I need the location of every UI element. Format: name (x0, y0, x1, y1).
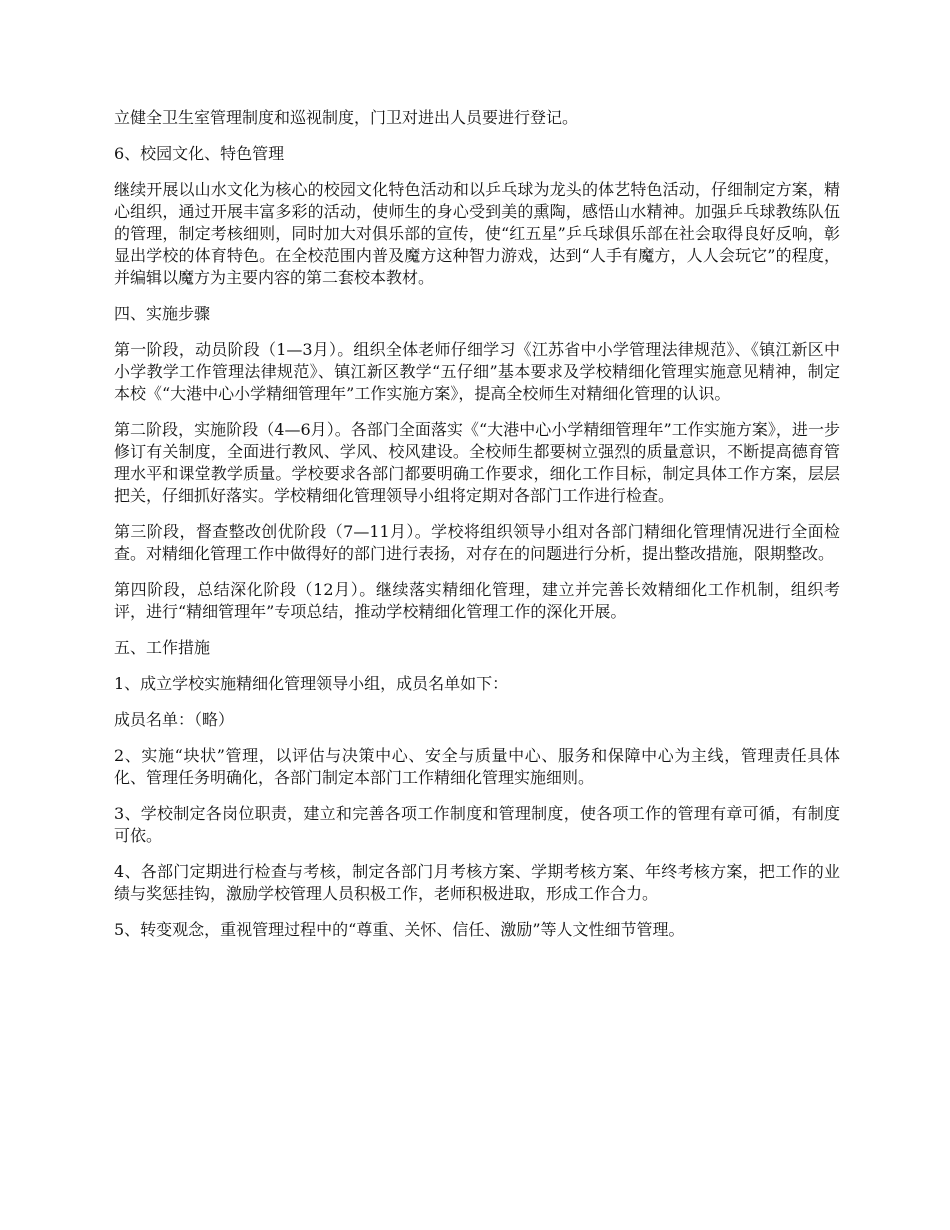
paragraph-stage-two: 第二阶段，实施阶段（4—6月）。各部门全面落实《“大港中心小学精细管理年”工作实施方案》，进一步修订有关制度，全面进行教风、学风、校风建设。全校师生都要树立强烈的质量意识，不断提高德育管理水平和课堂教学质量。学校要求各部门都要明确工作要求，细化工作目标，制定具体工作方案，层层把关，仔细抓好落实。学校精细化管理领导小组将定期对各部门工作进行检查。 (114, 420, 840, 505)
heading-work-measures: 五、工作措施 (114, 638, 211, 657)
paragraph-measure-two: 2、实施“块状”管理，以评估与决策中心、安全与质量中心、服务和保障中心为主线，管理责任具体化、管理任务明确化，各部门制定本部门工作精细化管理实施细则。 (114, 746, 840, 787)
paragraph-hygiene-registration: 立健全卫生室管理制度和巡视制度，门卫对进出人员要进行登记。 (114, 108, 579, 127)
paragraph-measure-one: 1、成立学校实施精细化管理领导小组，成员名单如下： (114, 674, 509, 693)
paragraph-member-list: 成员名单：（略） (114, 710, 235, 729)
paragraph-measure-three: 3、学校制定各岗位职责，建立和完善各项工作制度和管理制度，使各项工作的管理有章可循，有制度可依。 (114, 804, 840, 845)
paragraph-stage-four: 第四阶段，总结深化阶段（12月）。继续落实精细化管理，建立并完善长效精细化工作机制，组织考评，进行“精细管理年”专项总结，推动学校精细化管理工作的深化开展。 (114, 580, 840, 621)
heading-implementation-steps: 四、实施步骤 (114, 304, 211, 323)
paragraph-stage-one: 第一阶段，动员阶段（1—3月）。组织全体老师仔细学习《江苏省中小学管理法律规范》、《镇江新区中小学教学工作管理法律规范》、镇江新区教学“五仔细”基本要求及学校精细化管理实施意见精神，制定本校《“大港中心小学精细管理年”工作实施方案》，提高全校师生对精细化管理的认识。 (114, 340, 840, 403)
paragraph-measure-four: 4、各部门定期进行检查与考核，制定各部门月考核方案、学期考核方案、年终考核方案，把工作的业绩与奖惩挂钩，激励学校管理人员积极工作，老师积极进取，形成工作合力。 (114, 862, 840, 903)
paragraph-measure-five: 5、转变观念，重视管理过程中的“尊重、关怀、信任、激励”等人文性细节管理。 (114, 920, 685, 939)
paragraph-stage-three: 第三阶段，督查整改创优阶段（7—11月）。学校将组织领导小组对各部门精细化管理情况进行全面检查。对精细化管理工作中做得好的部门进行表扬，对存在的问题进行分析，提出整改措施，限期整改。 (114, 522, 840, 563)
paragraph-campus-culture: 继续开展以山水文化为核心的校园文化特色活动和以乒乓球为龙头的体艺特色活动，仔细制定方案，精心组织，通过开展丰富多彩的活动，使师生的身心受到美的熏陶，感悟山水精神。加强乒乓球教练队伍的管理，制定考核细则，同时加大对俱乐部的宣传，使“红五星”乒乓球俱乐部在社会取得良好反响，彰显出学校的体育特色。在全校范围内普及魔方这种智力游戏，达到“人手有魔方，人人会玩它”的程度，并编辑以魔方为主要内容的第二套校本教材。 (114, 180, 840, 287)
heading-campus-culture: 6、校园文化、特色管理 (114, 144, 285, 163)
